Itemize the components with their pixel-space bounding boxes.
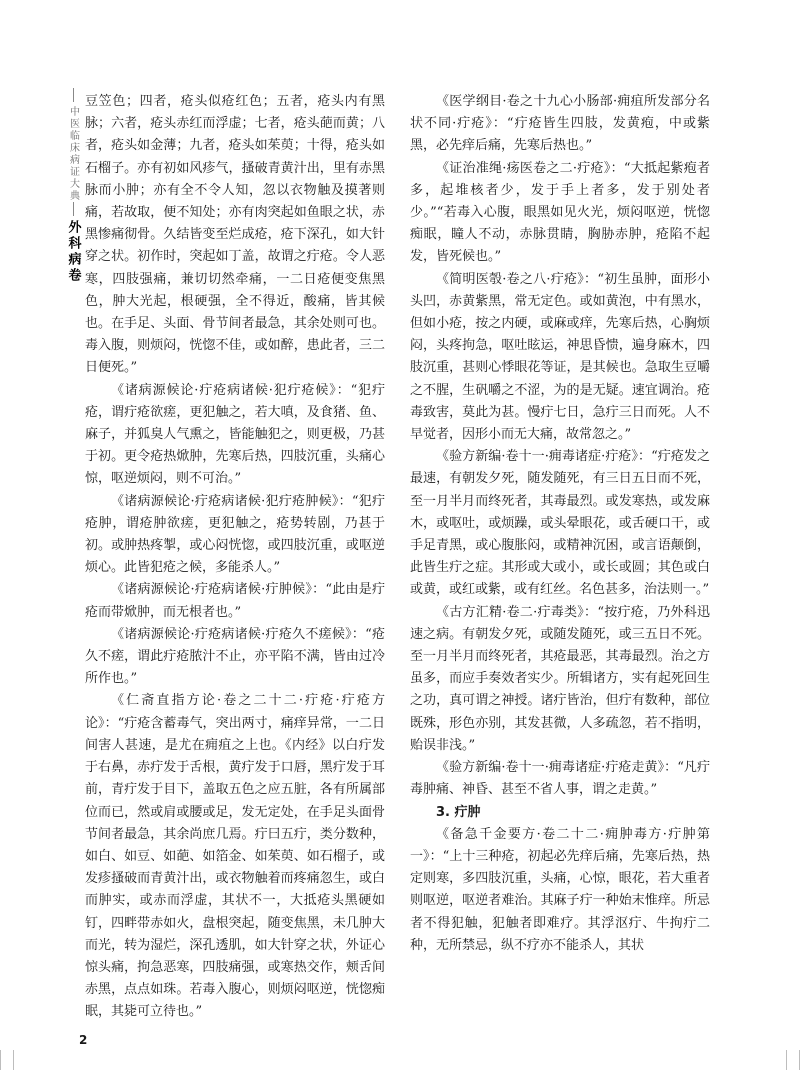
paragraph: 《验方新编·卷十一·痈毒诸症·疔疮》：“疔疮发之最速，有朝发夕死，随发随死，有三日五日而不死，至一月半月而终死者，其毒最烈。或发寒热，或发麻木，或呕吐，或烦躁，或头晕眼花，或舌硬口干，或手足青黑，或心腹胀闷，或精神沉困，或言语颠倒，此皆生疔之症。其形或大或小，或长或圆；其色或白或黄，或红或紫，或有红丝。名色甚多，治法则一。” — [410, 449, 710, 598]
paragraph: 《证治准绳·疡医卷之二·疔疮》：“大抵起紫疱者多，起堆核者少，发于手上者多，发于别处者少。”“若毒入心腹，眼黑如见火光，烦闷呕逆，恍惚痴眠，瞳人不动，赤脉贯睛，胸胁赤肿，疮陷不起发，皆死候也。” — [410, 160, 710, 265]
side-tab — [62, 88, 84, 284]
paragraph: 《诸病源候论·疔疮病诸候·疔疮久不瘥候》：“疮久不瘥，谓此疔疮脓汁不止，亦平陷不满，皆由过冷所作也。” — [85, 626, 385, 687]
paragraph: 豆笠色；四者，疮头似疮红色；五者，疮头内有黑脉；六者，疮头赤红而浮虚；七者，疮头葩而黄；八者，疮头如金薄；九者，疮头如茱萸；十得，疮头如石榴子。亦有初如风疹气，搔破青黄汁出，里有赤黑脉而小肿；亦有全不令人知，忽以衣物触及摸著则痛，若故取，便不知处；亦有肉突起如鱼眼之状，赤黑惨痛彻骨。久结皆变至烂成疮，疮下深孔，如大针穿之状。初作时，突起如丁盖，故谓之疔疮。令人恶寒，四肢强痛，兼切切然牵痛，一二日疮便变焦黑色，肿大光起，根硬强，全不得近，酸痛，皆其候也。在手足、头面、骨节间者最急，其余处则可也。毒入腹，则烦闷，恍惚不佳，或如醉，患此者，三二日便死。” — [85, 94, 385, 376]
side-rule-top — [73, 88, 74, 102]
paragraph: 《验方新编·卷十一·痈毒诸症·疔疮走黄》：“凡疔毒肿痛、神昏、甚至不省人事，谓之走黄。” — [410, 760, 710, 798]
section-heading: 3. 疔肿 — [436, 804, 481, 820]
right-text-column — [410, 91, 710, 957]
volume-section-title: 外科病卷 — [65, 220, 81, 284]
page-number: 2 — [79, 1033, 88, 1047]
paragraph: 《古方汇精·卷二·疔毒类》：“按疔疮，乃外科迅速之病。有朝发夕死，或随发随死，或三五日不死。至一月半月而终死者，其疮最恶，其毒最烈。治之方虽多，而应手奏效者实少。所辑诸方，实有起死回生之功，真可谓之神授。诸疔皆治，但疔有数种，部位既殊，形色亦别，其发甚微，人多疏忽，若不指明，贻误非浅。” — [410, 604, 710, 753]
left-text-column — [85, 91, 385, 1024]
crop-mark-right-inner — [786, 1050, 787, 1070]
book-series-title: 中医临床病证大典 — [67, 106, 79, 202]
paragraph: 《仁斋直指方论·卷之二十二·疔疮·疔疮方论》：“疔疮含蓄毒气，突出两寸，痛痒异常，一二日间害人甚速，是尤在痈疽之上也。《内经》以白疔发于右鼻，赤疔发于舌根，黄疔发于口唇，黑疔发于耳前，青疔发于目下，盖取五色之应五脏，各有所属部位而已，然或肩或腰或足，发无定处，在手足头面骨节间者最急，其余尚庶几焉。疔曰五疔，类分数种，如白、如豆、如葩、如箔金、如茱萸、如石榴子，或发疹搔破而青黄汁出，或衣物触着而疼痛忽生，或白而肿实，或赤而浮虚，其状不一，大抵疮头黑硬如钉，四畔带赤如火，盘根突起，随变焦黑，未几肿大而光，转为湿烂，深孔透肌，如大针穿之状，外证心惊头痛，拘急恶寒，四肢痛强，或寒热交作，颊舌间赤黑，点点如珠。若毒入腹心，则烦闷呕逆，恍惚痴眠，其毙可立待也。” — [85, 693, 385, 1020]
paragraph: 《备急千金要方·卷二十二·痈肿毒方·疔肿第一》：“上十三种疮，初起必先痒后痛，先寒后热，热定则寒，多四肢沉重，头痛，心惊，眼花，若大重者则呕逆，呕逆者难治。其麻子疔一种始末惟痒。所忌者不得犯触，犯触者即难疗。其浮沤疔、牛拘疔二种，无所禁忌，纵不疗亦不能杀人，其状 — [410, 826, 710, 953]
side-rule-middle — [73, 202, 74, 216]
crop-mark-left — [0, 1050, 1, 1070]
crop-mark-left-inner — [13, 1050, 14, 1070]
paragraph: 《诸病源候论·疔疮病诸候·犯疔疮候》：“犯疔疮，谓疔疮欲瘥，更犯触之，若大嗔，及食猪、鱼、麻子，并狐臭人气熏之，皆能触犯之，则更极，乃甚于初。更令疮热焮肿，先寒后热，四肢沉重，头痛心惊，呕逆烦闷，则不可治。” — [85, 382, 385, 487]
paragraph: 《诸病源候论·疔疮病诸候·疔肿候》：“此由是疔疮而带焮肿，而无根者也。” — [85, 582, 385, 620]
paragraph: 《简明医彀·卷之八·疔疮》：“初生虽肿，面形小头凹，赤黄紫黑，常无定色。或如黄泡，中有黑水，但如小疮，按之内硬，或麻或痒，先寒后热，心胸烦闷，头疼拘急，呕吐眩运，神思昏愦，遍身麻木，四肢沉重，甚则心悸眼花等证，是其候也。急取生豆嚼之不腥，生矾嚼之不涩，为的是无疑。速宜调治。疮毒致害，莫此为甚。慢疔七日，急疔三日而死。人不早觉者，因形小而无大痛，故常忽之。” — [410, 271, 710, 443]
paragraph: 《医学纲目·卷之十九心小肠部·痈疽所发部分名状不同·疔疮》：“疔疮皆生四肢，发黄疱，中或紫黑，必先痒后痛，先寒后热也。” — [410, 94, 710, 154]
paragraph: 《诸病源候论·疔疮病诸候·犯疔疮肿候》：“犯疔疮肿，谓疮肿欲瘥，更犯触之，疮势转剧，乃甚于初。或肿热疼掣，或心闷恍惚，或四肢沉重，或呕逆烦心。此皆犯疮之候，多能杀人。” — [85, 493, 385, 576]
